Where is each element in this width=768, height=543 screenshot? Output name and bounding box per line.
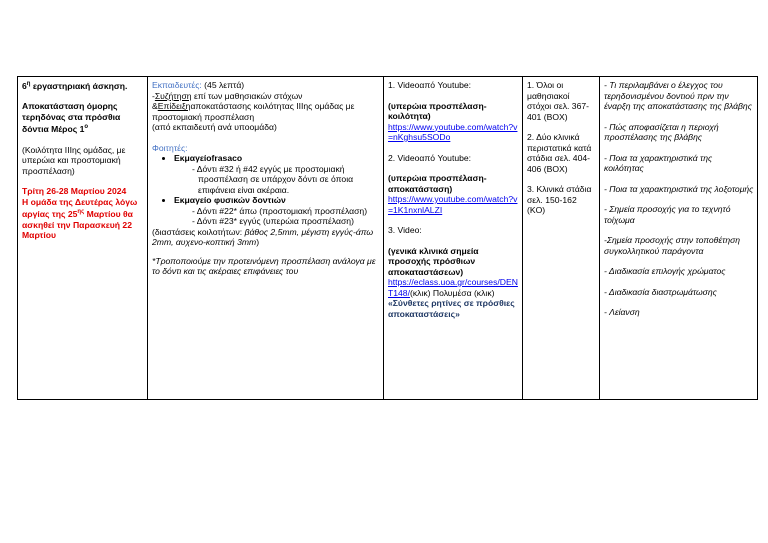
question-item: - Τι περιλαμβάνει ο έλεγχος του τερηδονισμένου δοντιού πριν την έναρξη της αποκατάστασης της βλάβης xyxy=(604,80,752,111)
question-item: - Διαδικασία διαστρωμάτωσης xyxy=(604,286,717,297)
video-3-desc: (γενικά κλινικά σημεία προσοχής πρόσθιων αποκαταστάσεων) xyxy=(388,245,479,277)
reading-item-2: 2. Δύο κλινικά περιστατικά κατά στάδια σελ. 404-406 (BOX) xyxy=(527,132,592,174)
list-item: • Εκμαγείο φυσικών δοντιών xyxy=(174,195,380,206)
list-item-detail: - Δόντι #23* εγγύς (υπερώια προσπέλαση) xyxy=(192,216,354,226)
session-dates: Τρίτη 26-28 Μαρτίου 2024 xyxy=(22,186,127,197)
question-item: - Πώς αποφασίζεται η περιοχή προσπέλασης της βλάβης xyxy=(604,121,719,142)
question-item: - Λείανση xyxy=(604,307,640,317)
question-item: - Ποια τα χαρακτηριστικά της κοιλότητας xyxy=(604,152,713,173)
questions-cell xyxy=(600,77,758,400)
cavity-note: (Κοιλότητα IIIης ομάδας, με υπερώια και προστομιακή προσπέλαση) xyxy=(22,144,126,176)
video-3-bold: «Σύνθετες ρητίνες σε πρόσθιες αποκαταστάσεις» xyxy=(388,298,515,319)
session-cell xyxy=(18,77,148,400)
video-3-title: 3. Video: xyxy=(388,225,422,235)
footnote: *Τροποποιούμε την προτεινόμενη προσπέλαση ανάλογα με το δόντι και τις ακέραιες επιφάνειες του xyxy=(152,255,376,276)
videos-cell xyxy=(384,77,523,400)
reading-item-1: 1. Όλοι οι μαθησιακοί στόχοι σελ. 367-401 (BOX) xyxy=(527,80,590,122)
reading-cell xyxy=(523,77,600,400)
video-3-after: (κλικ) Πολυμέσα (κλικ) xyxy=(409,287,495,298)
table-row xyxy=(18,77,758,400)
question-item: - Διαδικασία επιλογής χρώματος xyxy=(604,266,726,276)
activities-cell xyxy=(148,77,384,400)
reading-item-3: 3. Κλινικά στάδια σελ. 150-162 (KO) xyxy=(527,184,592,215)
question-item: - Σημεία προσοχής για το τεχνητό τοίχωμα xyxy=(604,204,731,225)
list-item: • Εκμαγείοfrasaco xyxy=(174,153,380,164)
video-1-desc: (υπερώια προσπέλαση-κοιλότητα) xyxy=(388,100,487,121)
demo-note: (από εκπαιδευτή ανά υποομάδα) xyxy=(152,122,277,132)
students-list xyxy=(152,153,380,164)
list-item-detail: - Δόντι #32 ή #42 εγγύς με προστομιακή προσπέλαση σε υπάρχον δόντι σε όποια επιφάνεια είναι ακέραια. xyxy=(192,163,354,195)
video-1-title: 1. Videoαπό Youtube: xyxy=(388,80,472,90)
list-item-detail: - Δόντι #22* άπω (προστομιακή προσπέλαση) xyxy=(192,205,368,216)
monday-group-note: Η ομάδα της Δευτέρας λόγω αργίας της $25^{\eta\varsigma}$ Μαρτίου θα ασκηθεί την Παρασκευή 22 Μαρτίου xyxy=(22,196,138,241)
question-item: -Σημεία προσοχής στην τοποθέτηση συγκολλητικού παράγοντα xyxy=(604,235,741,256)
teachers-line: Εκπαιδευτές: (45 λεπτά) xyxy=(152,80,245,90)
lesson-table xyxy=(17,76,758,400)
video-2-link[interactable]: https://www.youtube.com/watch?v=1K1nxnlALZI xyxy=(388,194,518,215)
discussion-line: -Συζήτηση επί των μαθησιακών στόχων xyxy=(152,90,303,101)
session-subtitle: Αποκατάσταση όμορης τερηδόνας στα πρόσθια δόντια Μέρος $1^o$ xyxy=(22,101,121,135)
video-3-link[interactable]: https://eclass.uoa.gr/courses/DENT148/ xyxy=(388,277,518,298)
video-2-desc: (υπερώια προσπέλαση-αποκατάσταση) xyxy=(388,173,487,194)
question-item: - Ποια τα χαρακτηριστικά της λοξοτομής xyxy=(604,183,754,194)
session-title: $6^\eta$ εργαστηριακή άσκηση. xyxy=(22,80,128,91)
cavity-dimensions: (διαστάσεις κοιλοτήτων: βάθος 2,5mm, μέγιστη εγγύς-άπω 2mm, αυχενο-κοπτική 3mm) xyxy=(152,226,374,247)
video-2-title: 2. Videoαπό Youtube: xyxy=(388,152,472,163)
students-label: Φοιτητές: xyxy=(152,142,188,153)
video-1-link[interactable]: https://www.youtube.com/watch?v=nKghsu5SODo xyxy=(388,121,518,142)
demo-line: &Επίδειξηαποκατάστασης κοιλότητας IIIης ομάδας με προστομιακή προσπέλαση xyxy=(152,101,355,122)
